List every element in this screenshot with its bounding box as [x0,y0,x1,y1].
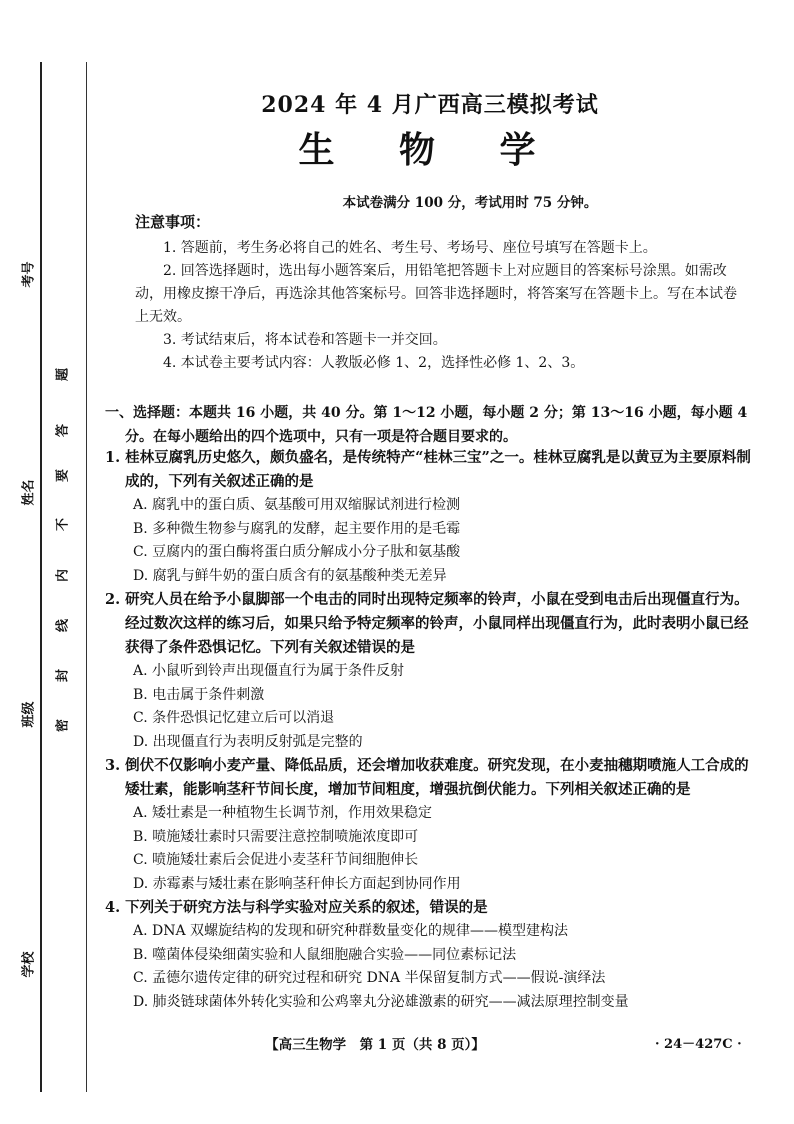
question-stem: 2. 研究人员在给予小鼠脚部一个电击的同时出现特定频率的铃声，小鼠在受到电击后出现僵直行为。经过数次这样的练习后，如果只给予特定频率的铃声，小鼠同样出现僵直行为，此时表明小鼠已经获得了条件恐惧记忆。下列有关叙述错误的是 [105,591,749,656]
margin-label-exam-number: 考号 [21,261,37,288]
notice-item: 4. 本试卷主要考试内容：人教版必修 1、2，选择性必修 1、2、3。 [163,355,585,371]
section-heading-line2: 分。在每小题给出的四个选项中，只有一项是符合题目要求的。 [125,429,517,445]
seal-char: 封 [55,669,71,683]
seal-char: 密 [55,719,71,733]
margin-label-name: 姓名 [21,479,37,506]
section-heading-line1: 一、选择题：本题共 16 小题，共 40 分。第 1～12 小题，每小题 2 分；第 13～16 小题，每小题 4 [105,405,748,421]
question-option: A. 腐乳中的蛋白质、氨基酸可用双缩脲试剂进行检测 [133,497,461,513]
notice-item: 1. 答题前，考生务必将自己的姓名、考生号、考场号、座位号填写在答题卡上。 [163,240,657,256]
question-option: A. 矮壮素是一种植物生长调节剂，作用效果稳定 [133,805,433,821]
section-heading [105,401,750,449]
question-stem: 1. 桂林豆腐乳历史悠久，颇负盛名，是传统特产“桂林三宝”之一。桂林豆腐乳是以黄豆为主要原料制成的，下列有关叙述正确的是 [105,449,751,490]
question-option: B. 电击属于条件刺激 [133,686,265,703]
question-option: A. DNA 双螺旋结构的发现和研究种群数量变化的规律——模型建构法 [133,923,569,939]
seal-char: 线 [55,619,71,633]
question-1 [105,446,755,588]
question-option: C. 喷施矮壮素后会促进小麦茎秆节间细胞伸长 [133,852,419,868]
seal-char: 要 [55,469,71,483]
question-stem: 3. 倒伏不仅影响小麦产量、降低品质，还会增加收获难度。研究发现，在小麦抽穗期喷施人工合成的矮壮素，能影响茎秆节间长度，增加节间粗度，增强抗倒伏能力。下列相关叙述正确的是 [105,757,749,798]
question-option: D. 肺炎链球菌体外转化实验和公鸡睾丸分泌雄激素的研究——减法原理控制变量 [133,993,629,1010]
paper-code: · 24－427C · [655,1037,742,1052]
question-option: C. 条件恐惧记忆建立后可以消退 [133,710,335,726]
notice-title: 注意事项： [135,213,211,231]
exam-info: 本试卷满分 100 分，考试用时 75 分钟。 [342,195,598,211]
question-list [105,446,755,1014]
question-3 [105,754,755,896]
exam-title: 2024 年 4 月广西高三模拟考试 [261,92,599,118]
binding-line-inner [86,62,87,1092]
question-option: C. 孟德尔遗传定律的研究过程和研究 DNA 半保留复制方式——假说-演绎法 [133,970,606,986]
question-option: B. 喷施矮壮素时只需要注意控制喷施浓度即可 [133,828,419,845]
question-2 [105,588,755,754]
question-4 [105,896,755,1014]
binding-line-outer [40,62,42,1092]
question-option: D. 出现僵直行为表明反射弧是完整的 [133,733,363,750]
subject-title: 生 物 学 [298,129,562,171]
margin-label-class: 班级 [21,701,37,728]
question-option: B. 多种微生物参与腐乳的发酵，起主要作用的是毛霉 [133,520,461,537]
question-option: D. 赤霉素与矮壮素在影响茎秆伸长方面起到协同作用 [133,875,461,892]
question-option: C. 豆腐内的蛋白酶将蛋白质分解成小分子肽和氨基酸 [133,544,461,560]
margin-label-school: 学校 [21,951,37,978]
seal-char: 不 [55,518,71,532]
seal-char: 答 [55,424,71,438]
question-option: B. 噬菌体侵染细菌实验和人鼠细胞融合实验——同位素标记法 [133,946,517,963]
notice-item: 2. 回答选择题时，选出每小题答案后，用铅笔把答题卡上对应题目的答案标号涂黑。如需改动，用橡皮擦干净后，再选涂其他答案标号。回答非选择题时，将答案写在答题卡上。写在本试卷上无效。 [135,263,737,325]
notice-list [135,237,745,375]
question-stem: 4. 下列关于研究方法与科学实验对应关系的叙述，错误的是 [105,899,488,916]
question-option: D. 腐乳与鲜牛奶的蛋白质含有的氨基酸种类无差异 [133,567,447,584]
question-option: A. 小鼠听到铃声出现僵直行为属于条件反射 [133,663,405,679]
page-footer: 【高三生物学 第 1 页（共 8 页）】 [265,1037,485,1053]
seal-char: 题 [55,368,71,382]
notice-item: 3. 考试结束后，将本试卷和答题卡一并交回。 [163,332,447,348]
binding-margin [0,0,95,1124]
seal-char: 内 [55,569,71,583]
